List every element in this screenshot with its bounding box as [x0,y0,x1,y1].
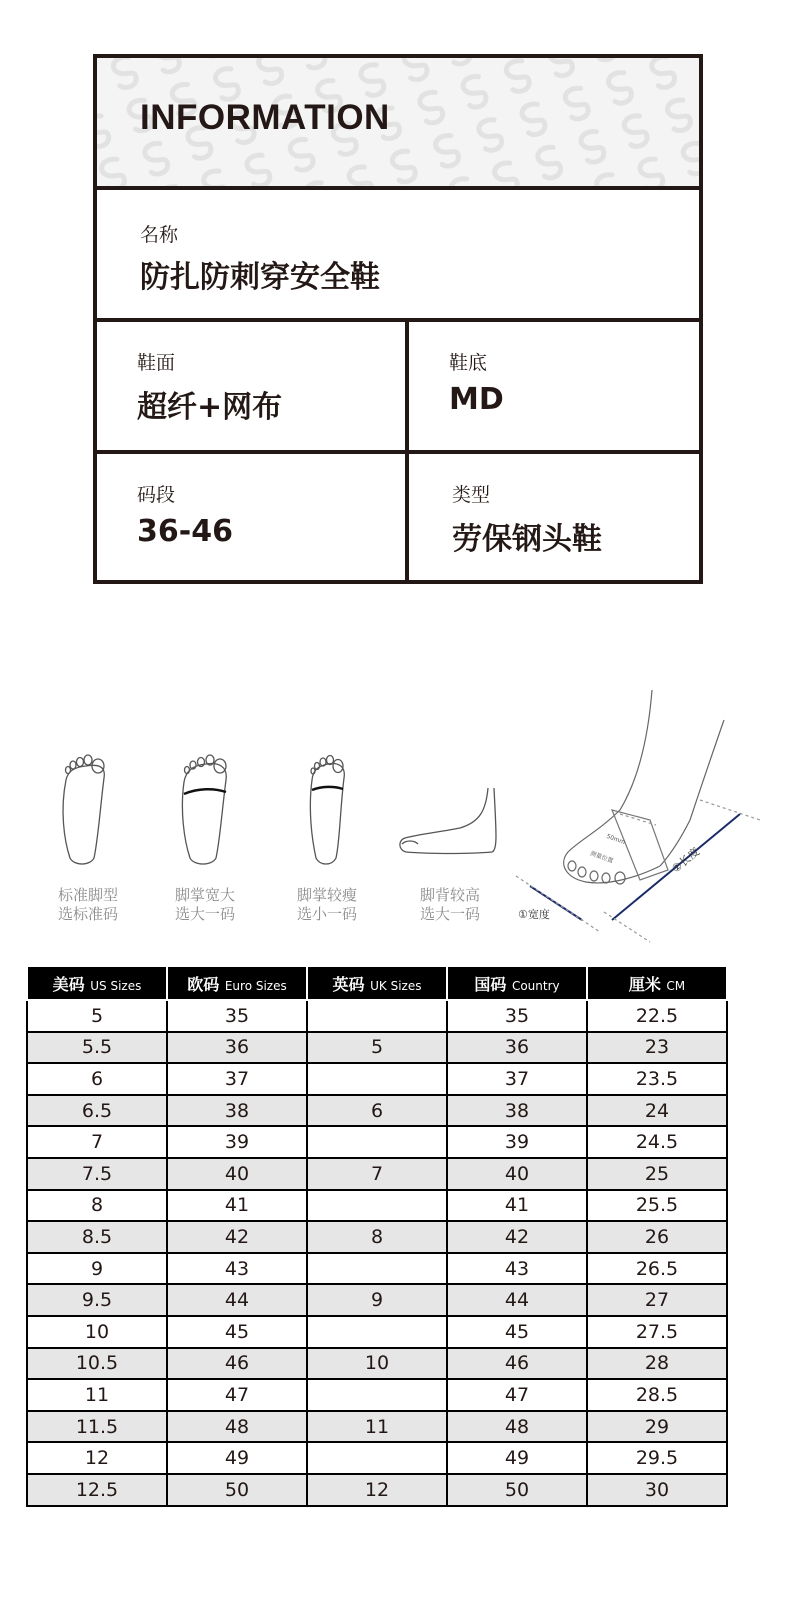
sole-label: 鞋底 [449,352,488,374]
table-cell: 6.5 [27,1095,167,1127]
table-cell: 8 [307,1221,447,1253]
table-cell: 7 [27,1126,167,1158]
table-row [27,1442,727,1474]
table-cell: 47 [447,1379,587,1411]
table-cell [307,1063,447,1095]
wide-foot-icon [182,755,226,864]
table-row [27,1316,727,1348]
size-type-row [97,454,699,580]
table-cell: 11.5 [27,1411,167,1443]
upper-field [97,322,409,450]
table-cell: 36 [167,1032,307,1064]
header-cn: 欧码 [187,974,220,994]
name-value: 防扎防刺穿安全鞋 [140,260,380,295]
header-en: US Sizes [90,978,142,993]
table-cell: 5 [307,1032,447,1064]
table-cell: 29 [587,1411,727,1443]
table-row [27,1095,727,1127]
header-country [447,966,587,1000]
table-cell: 41 [447,1190,587,1222]
table-cell: 12 [307,1474,447,1506]
table-cell: 40 [167,1158,307,1190]
type-label: 类型 [452,484,491,506]
caption-line: 脚掌宽大 [174,886,235,904]
table-cell: 12 [27,1442,167,1474]
header-cm [587,966,727,1000]
table-cell: 38 [167,1095,307,1127]
table-cell: 24 [587,1095,727,1127]
table-cell [307,1000,447,1032]
header-en: UK Sizes [370,978,422,993]
caption-line: 选标准码 [57,905,118,923]
name-field [97,190,699,322]
header-us [27,966,167,1000]
table-cell: 45 [447,1316,587,1348]
table-cell [307,1316,447,1348]
table-cell: 26.5 [587,1253,727,1285]
table-cell: 29.5 [587,1442,727,1474]
table-cell: 28 [587,1348,727,1380]
product-info-card [93,54,703,584]
sole-field [409,322,699,450]
table-row [27,1348,727,1380]
table-row [27,1000,727,1032]
table-cell: 10.5 [27,1348,167,1380]
foot-caption-narrow [272,886,382,924]
table-cell: 22.5 [587,1000,727,1032]
table-cell: 11 [27,1379,167,1411]
table-row [27,1284,727,1316]
name-label: 名称 [140,224,179,246]
table-cell: 6 [27,1063,167,1095]
table-cell: 9.5 [27,1284,167,1316]
info-header [97,58,699,190]
foot-shape-guide [0,680,790,950]
caption-line: 选小一码 [296,905,357,923]
table-cell: 35 [447,1000,587,1032]
table-cell: 28.5 [587,1379,727,1411]
caption-line: 标准脚型 [57,886,118,904]
table-cell: 10 [27,1316,167,1348]
header-en: CM [666,978,686,993]
table-row [27,1253,727,1285]
table-cell [307,1253,447,1285]
table-cell: 39 [447,1126,587,1158]
table-header-row [27,966,727,1000]
foot-caption-standard [33,886,143,924]
tape-label-mm: 50mm [605,832,626,847]
length-measure-label: ②长度 [669,845,703,876]
table-cell: 23.5 [587,1063,727,1095]
table-cell [307,1442,447,1474]
type-value: 劳保钢头鞋 [452,522,602,557]
standard-foot-icon [63,755,104,864]
high-instep-foot-icon [400,788,496,854]
table-cell: 35 [167,1000,307,1032]
header-cn: 国码 [474,974,507,994]
header-en: Euro Sizes [224,978,287,993]
table-cell: 11 [307,1411,447,1443]
table-cell: 42 [167,1221,307,1253]
table-cell: 39 [167,1126,307,1158]
table-cell: 8 [27,1190,167,1222]
table-cell: 46 [447,1348,587,1380]
table-cell: 6 [307,1095,447,1127]
sole-value: MD [449,382,504,417]
table-cell: 49 [447,1442,587,1474]
size-range-label: 码段 [137,484,176,506]
table-cell: 9 [27,1253,167,1285]
size-table-body [27,1000,727,1506]
table-cell: 36 [447,1032,587,1064]
table-cell: 46 [167,1348,307,1380]
table-cell: 5.5 [27,1032,167,1064]
table-cell: 7.5 [27,1158,167,1190]
table-cell: 9 [307,1284,447,1316]
header-en: Country [511,978,560,993]
header-euro [167,966,307,1000]
table-row [27,1158,727,1190]
table-row [27,1221,727,1253]
size-range-value: 36-46 [137,514,233,549]
header-cn: 英码 [332,974,365,994]
header-uk [307,966,447,1000]
table-cell: 24.5 [587,1126,727,1158]
table-cell: 49 [167,1442,307,1474]
table-cell: 25 [587,1158,727,1190]
table-cell: 45 [167,1316,307,1348]
material-row [97,322,699,454]
table-cell: 41 [167,1190,307,1222]
table-cell: 43 [167,1253,307,1285]
foot-caption-wide [150,886,260,924]
caption-line: 选大一码 [419,905,480,923]
tape-label-position: 测量位置 [589,850,615,865]
table-cell [307,1379,447,1411]
table-cell: 50 [167,1474,307,1506]
table-row [27,1474,727,1506]
info-title: INFORMATION [140,98,390,137]
table-row [27,1379,727,1411]
table-cell: 23 [587,1032,727,1064]
table-cell: 38 [447,1095,587,1127]
table-cell: 8.5 [27,1221,167,1253]
table-cell: 37 [447,1063,587,1095]
type-field [409,454,699,580]
table-cell: 44 [447,1284,587,1316]
table-row [27,1063,727,1095]
table-row [27,1126,727,1158]
caption-line: 脚掌较瘦 [296,886,357,904]
table-cell: 43 [447,1253,587,1285]
table-cell: 7 [307,1158,447,1190]
upper-label: 鞋面 [137,352,176,374]
table-cell: 25.5 [587,1190,727,1222]
table-cell: 47 [167,1379,307,1411]
table-cell: 48 [447,1411,587,1443]
size-range-field [97,454,409,580]
table-cell: 48 [167,1411,307,1443]
table-row [27,1032,727,1064]
table-cell: 27.5 [587,1316,727,1348]
table-cell: 27 [587,1284,727,1316]
foot-caption-high-instep [395,886,505,924]
width-measure-label: ①宽度 [518,908,550,921]
table-cell: 5 [27,1000,167,1032]
table-cell: 30 [587,1474,727,1506]
table-cell: 44 [167,1284,307,1316]
table-cell: 37 [167,1063,307,1095]
caption-line: 选大一码 [174,905,235,923]
upper-value: 超纤+网布 [137,390,283,425]
table-cell [307,1190,447,1222]
table-cell [307,1126,447,1158]
table-row [27,1190,727,1222]
table-cell: 42 [447,1221,587,1253]
header-cn: 美码 [52,974,85,994]
size-chart-table [26,965,728,1507]
table-cell: 26 [587,1221,727,1253]
foot-measure-illustration [516,690,760,942]
header-cn: 厘米 [628,974,661,994]
table-cell: 40 [447,1158,587,1190]
table-cell: 10 [307,1348,447,1380]
caption-line: 脚背较高 [419,886,480,904]
table-cell: 50 [447,1474,587,1506]
table-row [27,1411,727,1443]
table-cell: 12.5 [27,1474,167,1506]
narrow-foot-icon [310,756,344,865]
